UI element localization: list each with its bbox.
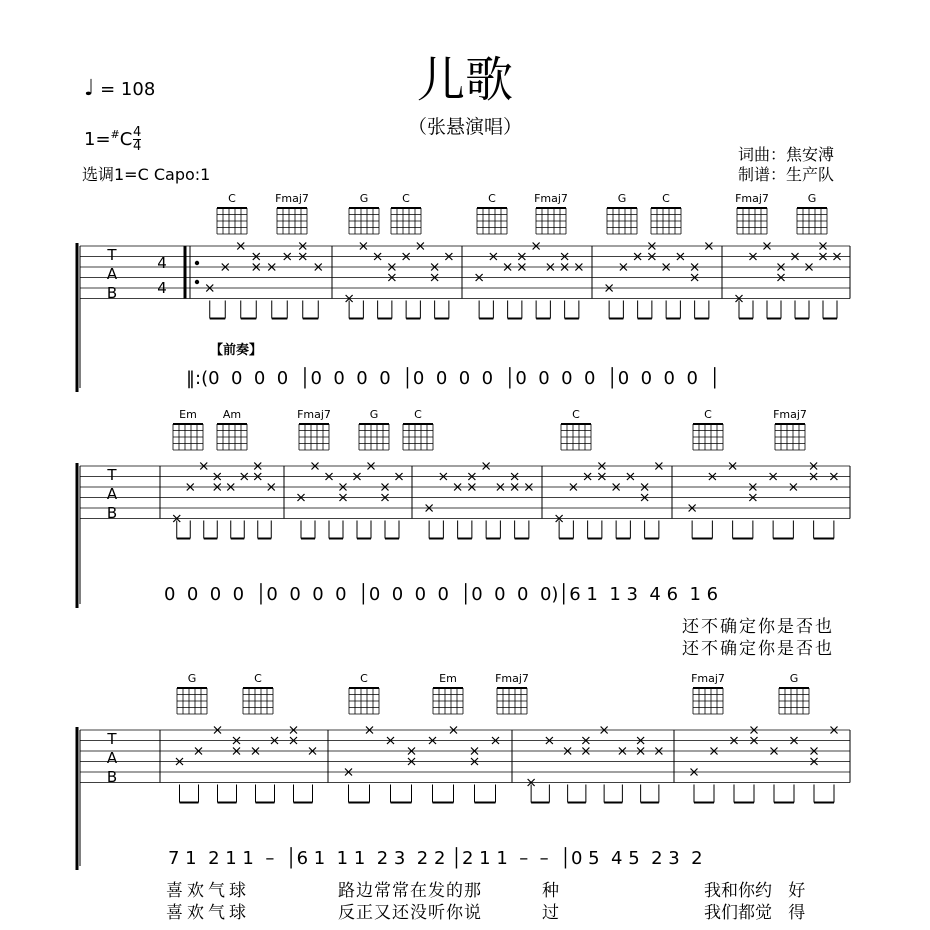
key-prefix: 1=	[84, 129, 111, 150]
quarter-note-icon: ♩	[84, 76, 95, 101]
lyrics-row-3-line-1d: 我和你约 好	[704, 881, 806, 901]
tempo-value: = 108	[100, 79, 156, 100]
chord-name: G	[807, 192, 817, 205]
chord-name: Fmaj7	[735, 192, 769, 205]
tab-time-denominator: 4	[157, 279, 167, 297]
chord-name: Fmaj7	[275, 192, 309, 205]
chord-name: Fmaj7	[691, 672, 725, 685]
song-subtitle: （张悬演唱）	[407, 116, 522, 138]
lyrics-row-3-line-2a: 喜欢气球	[166, 903, 250, 923]
repeat-dot	[195, 261, 199, 265]
tab-clef-letter: T	[107, 246, 117, 264]
chord-name: Fmaj7	[297, 408, 331, 421]
tab-clef-letter: T	[107, 466, 117, 484]
lyrics-row-3-line-1b: 路边常常在发的那	[338, 881, 482, 901]
tab-clef-letter: A	[106, 749, 118, 767]
chord-name: C	[704, 408, 712, 421]
lyrics-row-3-line-2b: 反正又还没听你说	[338, 903, 482, 923]
lyrics-row-3-line-1c: 种	[542, 881, 559, 901]
chord-name: Em	[439, 672, 457, 685]
chord-name: C	[254, 672, 262, 685]
section-label-intro: 【前奏】	[210, 343, 263, 358]
lyricist: 词曲：焦安溥	[738, 145, 835, 164]
key-note: C	[119, 129, 133, 150]
tab-time-numerator: 4	[157, 254, 167, 272]
chord-name: G	[369, 408, 379, 421]
chord-name: G	[789, 672, 799, 685]
lyrics-row-2-line-2: 还不确定你是否也	[682, 639, 834, 659]
chord-name: C	[414, 408, 422, 421]
chord-name: Fmaj7	[773, 408, 807, 421]
chord-name: G	[187, 672, 197, 685]
time-denominator: 4	[133, 139, 142, 154]
chord-name: Fmaj7	[534, 192, 568, 205]
chord-name: C	[662, 192, 670, 205]
chord-name: Em	[179, 408, 197, 421]
capo-info: 选调1=C Capo:1	[82, 165, 211, 184]
lyrics-row-2-line-1: 还不确定你是否也	[682, 617, 834, 637]
lyrics-row-3-line-2d: 我们都觉 得	[704, 903, 806, 923]
tab-clef-letter: B	[106, 504, 118, 522]
chord-name: C	[402, 192, 410, 205]
arranger: 制谱：生产队	[738, 165, 835, 184]
chord-name: C	[572, 408, 580, 421]
chord-name: C	[360, 672, 368, 685]
jianpu-row-1: ‖:(0 0 0 0 │0 0 0 0 │0 0 0 0 │0 0 0 0 │0 0 0 0 │	[186, 368, 721, 389]
tab-clef-letter: A	[106, 485, 118, 503]
song-title: 儿歌	[416, 52, 513, 108]
tab-clef-letter: B	[106, 768, 118, 786]
chord-name: G	[617, 192, 627, 205]
chord-name: Fmaj7	[495, 672, 529, 685]
tab-clef-letter: T	[107, 730, 117, 748]
chord-name: C	[488, 192, 496, 205]
tab-clef-letter: A	[106, 265, 118, 283]
time-numerator: 4	[133, 125, 142, 140]
lyrics-row-3-line-2c: 过	[542, 903, 559, 923]
jianpu-row-2: 0 0 0 0 │0 0 0 0 │0 0 0 0 │0 0 0 0)│6 1 1 3 4 6 1 6	[164, 584, 719, 605]
chord-name: G	[359, 192, 369, 205]
repeat-dot	[195, 280, 199, 284]
sharp-sign: #	[110, 128, 120, 141]
chord-name: C	[228, 192, 236, 205]
tab-clef-letter: B	[106, 284, 118, 302]
jianpu-row-3: 7 1 2 1 1 – │6 1 1 1 2 3 2 2 │2 1 1 – – │0 5 4 5 2 3 2	[168, 848, 703, 869]
chord-name: Am	[222, 408, 242, 421]
lyrics-row-3-line-1a: 喜欢气球	[166, 881, 250, 901]
